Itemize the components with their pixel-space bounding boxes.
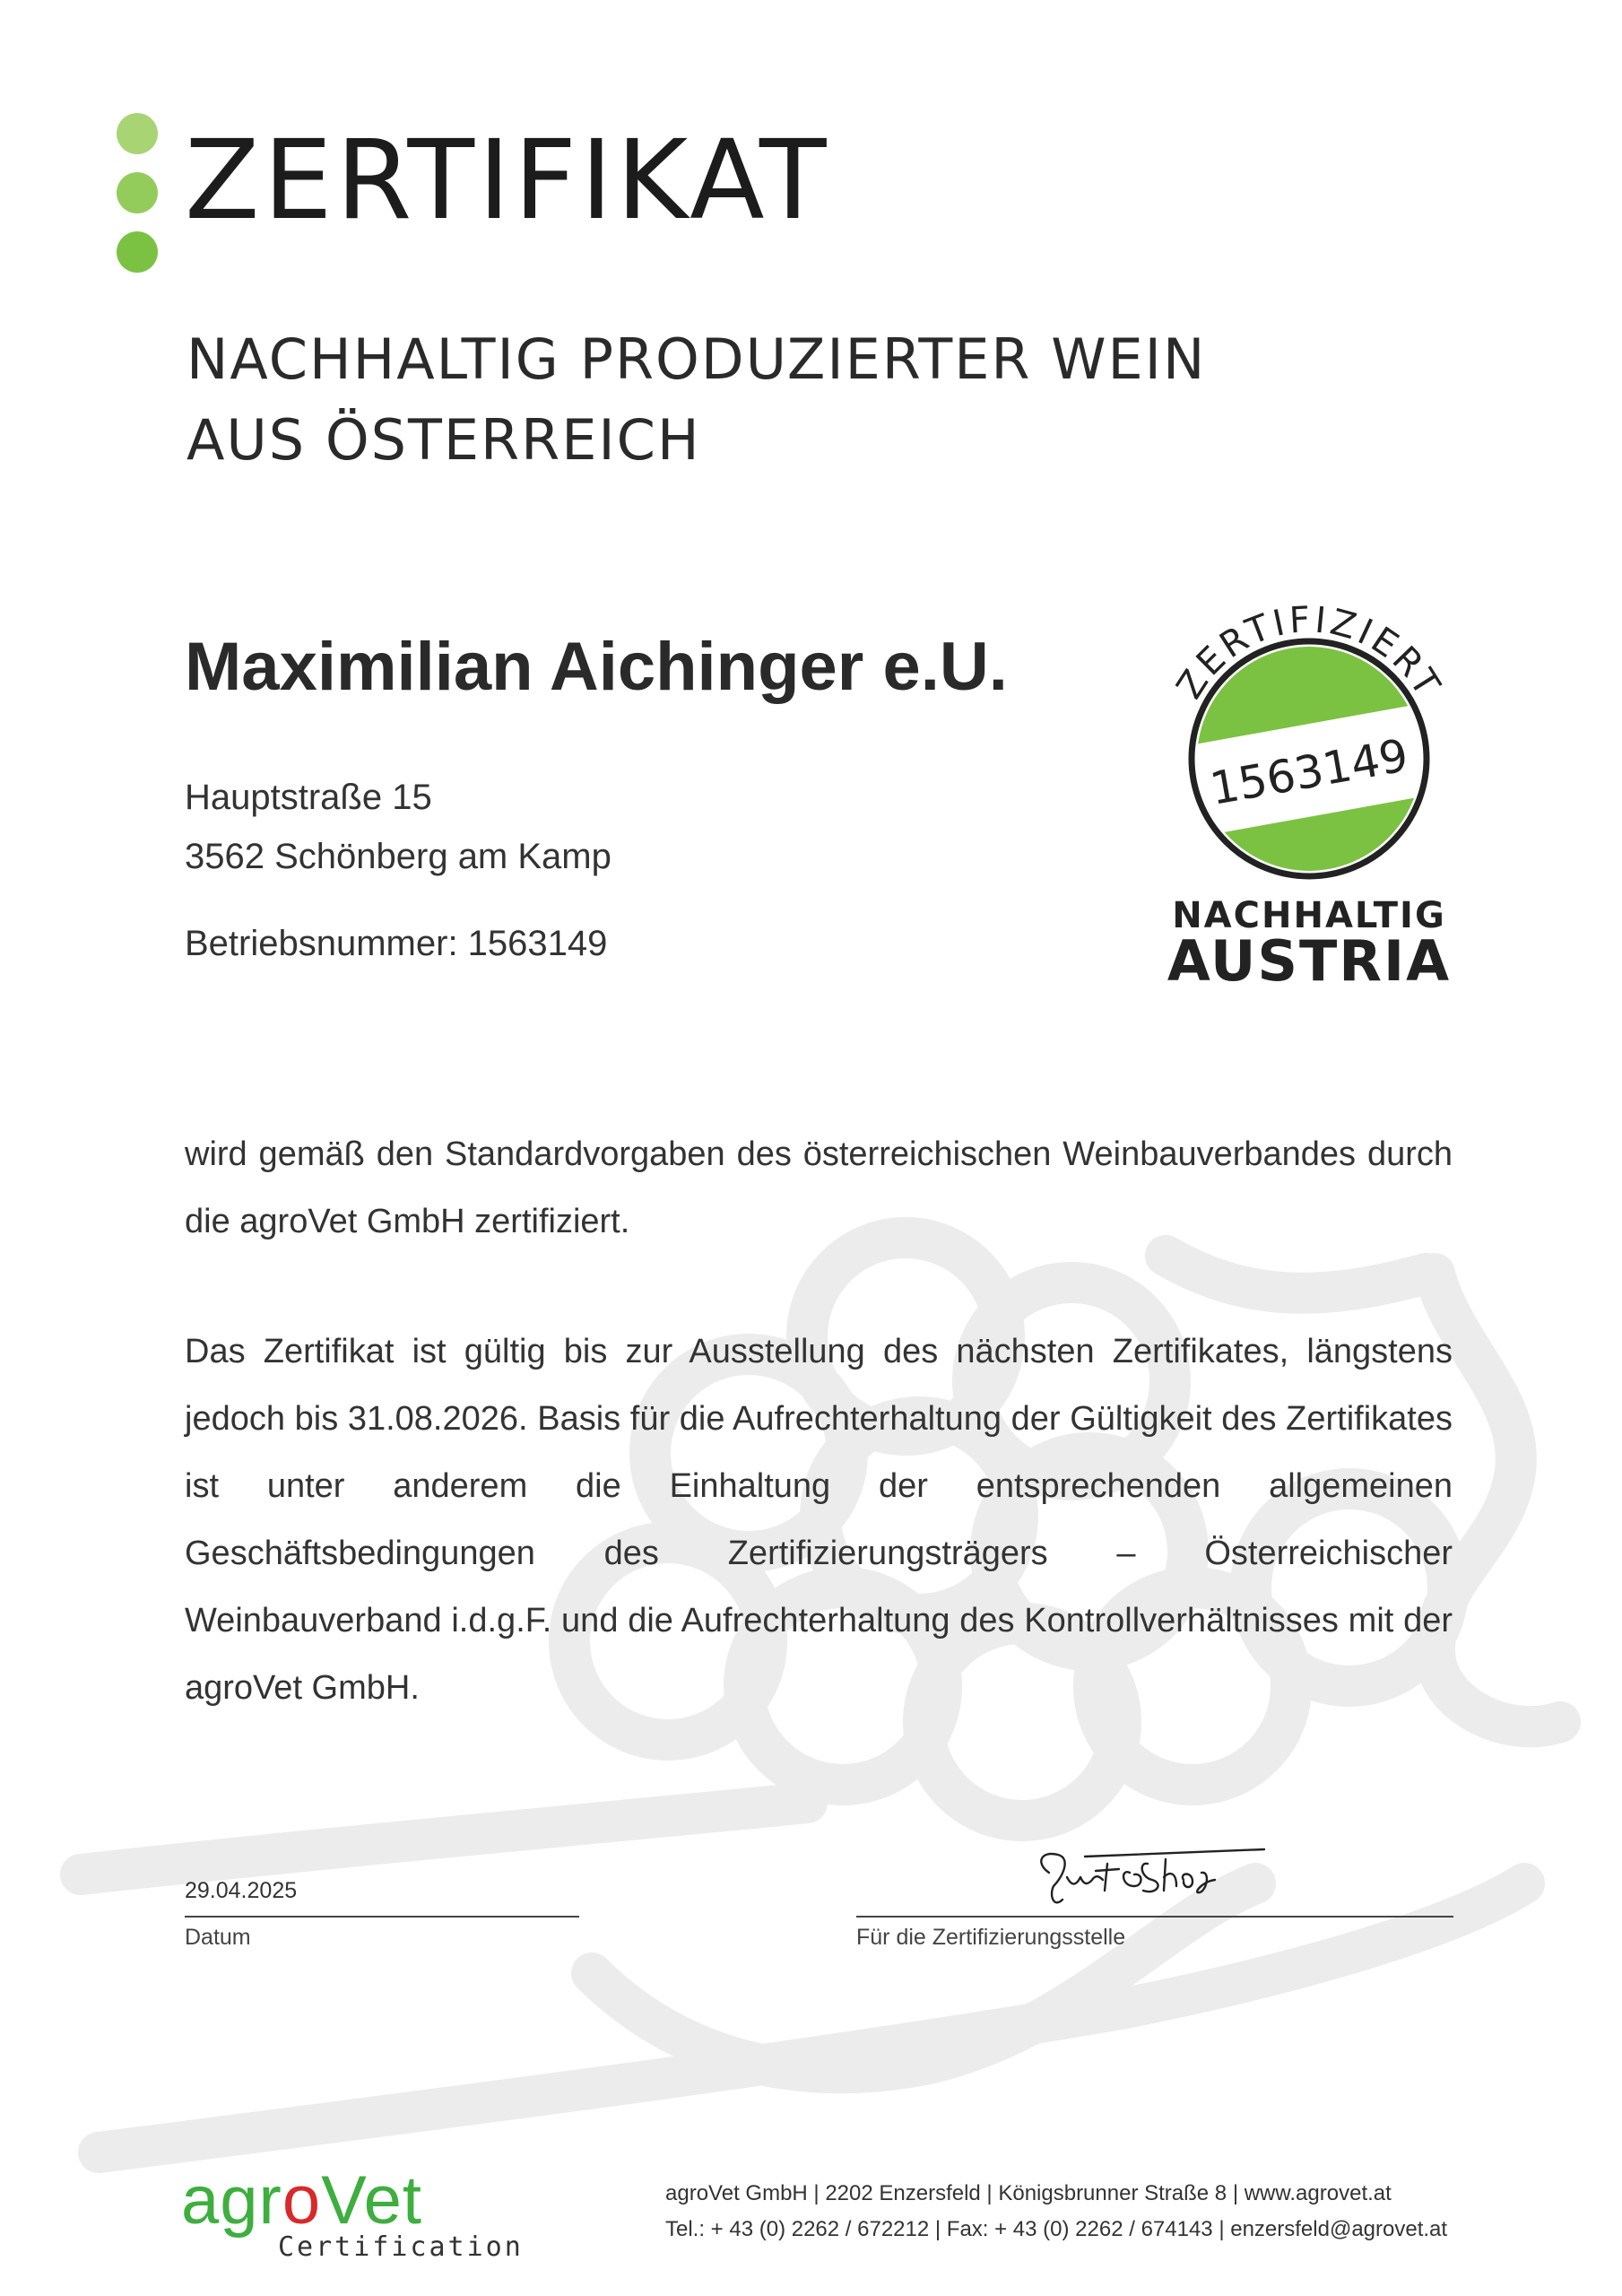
seal-line2: AUSTRIA <box>1167 928 1452 994</box>
green-dot-icon <box>117 113 158 154</box>
agrovet-wordmark <box>181 2162 524 2239</box>
green-dot-icon <box>117 231 158 273</box>
seal-number: 1563149 <box>1206 729 1412 815</box>
logo-part: Vet <box>321 2162 423 2239</box>
subtitle-line: AUS ÖSTERREICH <box>186 407 701 473</box>
handwritten-signature-icon <box>1031 1837 1282 1918</box>
address-street: Hauptstraße 15 <box>185 778 432 817</box>
signature-date: 29.04.2025 <box>185 1878 298 1903</box>
date-line <box>185 1916 579 1918</box>
nachhaltig-austria-seal-icon <box>1148 588 1470 1001</box>
seal-arc-text: ZERTIFIZIERT <box>1168 599 1450 707</box>
address-city: 3562 Schönberg am Kamp <box>185 837 612 876</box>
certification-statement: wird gemäß den Standardvorgaben des österreichischen Weinbauverbandes durch die agroVet GmbH zertifiziert. <box>185 1135 1453 1240</box>
footer-contact <box>665 2176 1447 2248</box>
logo-certification: Certification <box>278 2231 524 2263</box>
header-dots-icon <box>117 113 158 271</box>
validity-statement: Das Zertifikat ist gültig bis zur Ausstellung des nächsten Zertifikates, längstens jedoch bis 31.08.2026. Basis für die Aufrechterhaltung der Gültigkeit des Zertifikates ist unter anderem die Einhaltung der entsprechenden allgemeinen Geschäftsbedingungen des Zertifizierungsträgers – Österreichischer Weinbauverband i.d.g.F. und die Aufrechterhaltung des Kontrollverhältnisses mit der agroVet GmbH. <box>185 1333 1453 1707</box>
footer-line: Tel.: + 43 (0) 2262 / 672212 | Fax: + 43 (0) 2262 / 674143 | enzersfeld@agrovet.at <box>665 2217 1448 2241</box>
company-name: Maximilian Aichinger e.U. <box>185 629 1008 705</box>
logo-o: o <box>282 2162 322 2239</box>
agrovet-logo <box>181 2162 524 2263</box>
certificate-subtitle <box>186 319 1206 481</box>
footer-line: agroVet GmbH | 2202 Enzersfeld | Königsbrunner Straße 8 | www.agrovet.at <box>665 2181 1392 2205</box>
betriebsnummer: Betriebsnummer: 1563149 <box>185 924 608 963</box>
green-dot-icon <box>117 172 158 213</box>
logo-part: agr <box>181 2162 282 2239</box>
date-label: Datum <box>185 1925 251 1950</box>
company-address <box>185 768 612 886</box>
issuer-label: Für die Zertifizierungsstelle <box>856 1925 1126 1950</box>
seal-line1: NACHHALTIG <box>1172 895 1446 936</box>
certificate-title: ZERTIFIKAT <box>185 117 830 244</box>
subtitle-line: NACHHALTIG PRODUZIERTER WEIN <box>186 326 1207 392</box>
